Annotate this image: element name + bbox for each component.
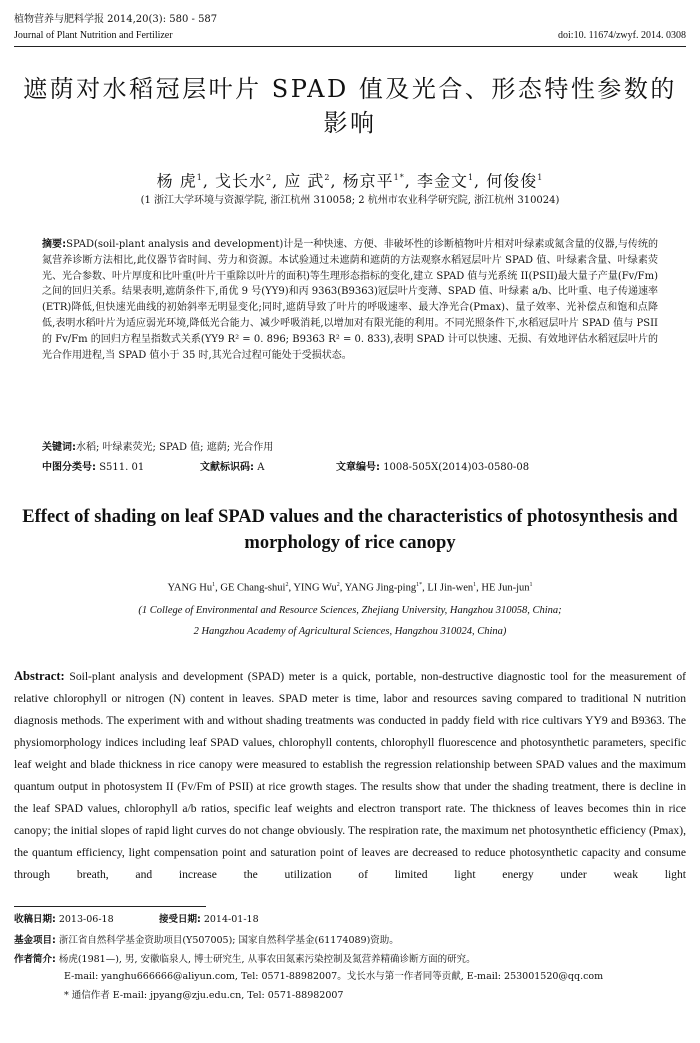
author-bio-text: 杨虎(1981—), 男, 安徽临泉人, 博士研究生, 从事农田氮素污染控制及氮营养精确诊断方面的研究。 xyxy=(58,954,476,965)
email-line: E-mail: yanghu666666@aliyun.com, Tel: 0571-88982007。戈长水与第一作者同等贡献, E-mail: 253001520@qq.com xyxy=(64,971,604,982)
abstract-en xyxy=(14,665,686,886)
doc-code-label: 文献标识码: xyxy=(200,462,254,473)
author-en: YING Wu xyxy=(293,582,337,594)
received-date: 2013-06-18 xyxy=(58,914,114,925)
affiliation-en xyxy=(14,600,686,642)
author-en: HE Jun-jun xyxy=(481,582,530,594)
article-no-label: 文章编号: xyxy=(336,462,380,473)
abstract-cn-text: SPAD(soil-plant analysis and development)计是一种快速、方便、非破坏性的诊断植物叶片相对叶绿素或氮含量的仪器,与传统的氮营养诊断方法相比,此仪器节省时间、劳力和资源。本试验通过未遮荫和遮荫的方法观察水稻冠层叶片 SPAD 值、叶绿素含量、叶绿素荧光、光合参数、叶片厚度和比叶重(叶片干重除以叶片的面积)等生理形态指标的变化,建立 SPAD 值与光系统 II(PSII)最大量子产量(Fv/Fm)之间的回归关系。结果表明,遮荫条件下,甬优 9 号(YY9)和丙 9363(B9363)冠层叶片变薄、SPAD 值、叶绿素 a/b、比叶重、电子传递速率(ETR)降低,但快速光曲线的初始斜率无明显变化;同时,遮荫导致了叶片的呼吸速率、最大净光合(Pmax)、量子效率、光补偿点和饱和点降低,表明水稻叶片为适应弱光环境,降低光合能力、减少呼吸消耗,以增加对有限光能的利用。不同光照条件下,水稻冠层叶片 SPAD 值与 PSII 的 Fv/Fm 的回归方程呈指数式关系(YY9 R² = 0. 896; B9363 R² = 0. 833),表明 SPAD 计可以快速、无损、有效地评估水稻冠层叶片的光合作用进程,当 SPAD 值小于 35 时,其光合过程可能处于受损状态。 xyxy=(42,239,659,361)
dates-line xyxy=(14,913,686,926)
journal-header-cn: 植物营养与肥料学报 2014,20(3): 580 - 587 xyxy=(14,14,218,25)
author-bio-label: 作者简介: xyxy=(14,954,56,965)
title-en: Effect of shading on leaf SPAD values and the characteristics of photosynthesis and morphology of rice canopy xyxy=(22,507,678,553)
authors-cn: 杨 虎$^1$, 戈长水$^2$, 应 武$^2$, 杨京平$^{1*}$, 李金文$^1$, 何俊俊$^1$ xyxy=(156,171,544,191)
clc-value: S511. 01 xyxy=(99,462,145,473)
article-no-value: 1008-505X(2014)03-0580-08 xyxy=(383,462,530,473)
author-cn: 杨京平 xyxy=(342,171,394,191)
keywords-cn-text: 水稻; 叶绿素荧光; SPAD 值; 遮荫; 光合作用 xyxy=(76,442,274,453)
affiliation-en-line: (1 College of Environmental and Resource Sciences, Zhejiang University, Hangzhou 310058, China; xyxy=(138,605,562,616)
author-cn: 杨 虎 xyxy=(156,171,197,191)
journal-header-en xyxy=(14,30,686,42)
title-cn: 遮荫对水稻冠层叶片 SPAD 值及光合、形态特性参数的影响 xyxy=(23,75,677,137)
author-en: YANG Hu xyxy=(167,582,213,594)
author-en: LI Jin-wen xyxy=(427,582,474,594)
abstract-en-label: Abstract: xyxy=(14,669,65,683)
abstract-cn-label: 摘要: xyxy=(42,239,67,250)
abstract-en-text: Soil-plant analysis and development (SPAD) meter is a quick, portable, non-destructive diagnostic tool for the measurement of relative chlorophyll or nitrogen (N) content in leaves. SPAD meter is time, labor and resources saving compared to traditional N nutrition diagnosis methods. The experiment with and without shading treatments was conducted in paddy field with rice cultivars YY9 and B9363. The physiomorphology indices including leaf SPAD values, chlorophyll contents, chlorophyll fluorescence and photosynthetic parameters, specific leaf weight and blade thickness in rice canopy were measured to establish the regression relationship between SPAD values and the maximum quantum output in photosystem II (Fv/Fm of PSII) at rice growth stages. The results show that under the shading treatment, there is decline in the leaf SPAD values, chlorophyll a/b ratios, specific leaf weights and electron transport rate. The thickness of leaves becomes thin in rice canopy; the initial slopes of rapid light curves do not change obviously. The respiration rate, the maximum net photosynthetic efficiency (Pmax), the quantum efficiency, light compensation point and saturation point of leaves are decreased to reduce photosynthetic capacity and consume through breath, and increase the utilization of limited light energy under weak light xyxy=(14,670,686,881)
affiliation-en-line: 2 Hangzhou Academy of Agricultural Sciences, Hangzhou 310024, China) xyxy=(193,626,507,637)
corresponding-line: * 通信作者 E-mail: jpyang@zju.edu.cn, Tel: 0571-88982007 xyxy=(64,990,344,1001)
footnote-rule xyxy=(14,906,206,907)
author-cn: 戈长水 xyxy=(215,171,267,191)
fund-label: 基金项目: xyxy=(14,935,56,946)
author-en: YANG Jing-ping xyxy=(344,582,417,594)
journal-name-en: Journal of Plant Nutrition and Fertilizer xyxy=(14,30,173,41)
header-rule xyxy=(14,46,686,47)
author-cn: 何俊俊 xyxy=(486,171,538,191)
authors-en: YANG Hu$^1$, GE Chang-shui$^2$, YING Wu$^2$, YANG Jing-ping$^{1*}$, LI Jin-wen$^1$, HE Jun-jun$^1$ xyxy=(167,582,533,594)
author-en: GE Chang-shui xyxy=(220,582,286,594)
abstract-cn xyxy=(42,237,658,363)
author-cn: 应 武 xyxy=(284,171,325,191)
affiliation-cn: (1 浙江大学环境与资源学院, 浙江杭州 310058; 2 杭州市农业科学研究院, 浙江杭州 310024) xyxy=(140,195,560,206)
received-label: 收稿日期: xyxy=(14,914,56,925)
author-cn: 李金文 xyxy=(416,171,468,191)
keywords-cn xyxy=(42,441,658,455)
author-bio-line xyxy=(14,953,686,966)
keywords-cn-label: 关键词: xyxy=(42,442,76,453)
accepted-label: 接受日期: xyxy=(159,914,201,925)
accepted-date: 2014-01-18 xyxy=(203,914,259,925)
doi: doi:10. 11674/zwyf. 2014. 0308 xyxy=(558,30,686,41)
clc-label: 中图分类号: xyxy=(42,462,96,473)
fund-line xyxy=(14,934,686,947)
doc-code-value: A xyxy=(257,462,265,473)
fund-text: 浙江省自然科学基金资助项目(Y507005); 国家自然科学基金(61174089)资助。 xyxy=(58,935,399,946)
